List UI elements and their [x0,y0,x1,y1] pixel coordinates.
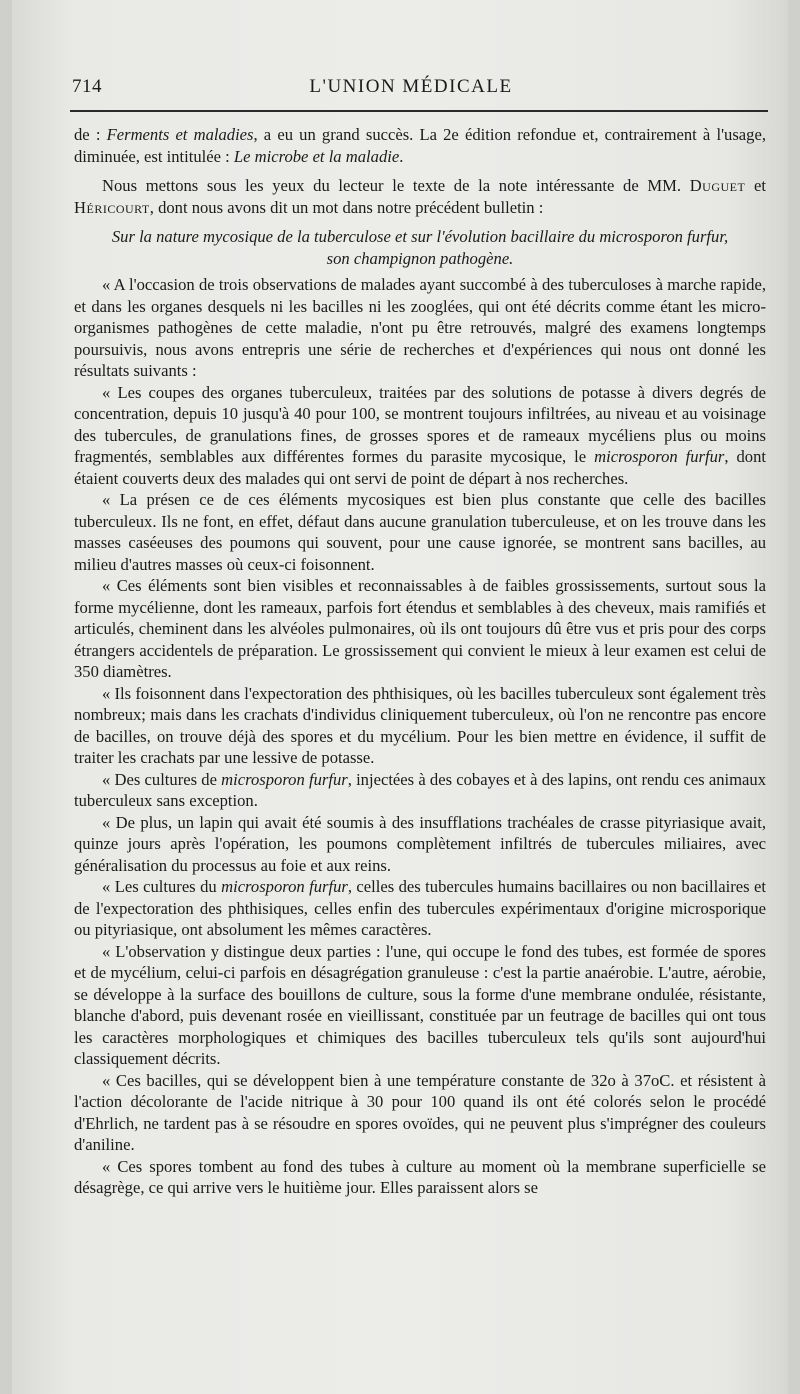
paragraph: « Ces spores tombent au fond des tubes à culture au moment où la membrane superficielle se désagrège, ce qui arrive vers le huitième jour. Elles paraissent alors se [74,1156,766,1197]
running-title: L'UNION MÉDICALE [309,76,513,97]
note-heading [74,226,766,270]
paragraph: « Les coupes des organes tuberculeux, traitées par des solutions de potasse à divers degrés de concentration, depuis 10 jusqu'à 40 pour 100, se montrent toujours infiltrées, au niveau et au voisinage des tubercules, de granulations fines, de grosses spores et de rameaux mycéliens plus ou moins fragmentés, semblables aux différentes formes du parasite mycosique, le microsporon furfur, dont étaient couverts deux des malades qui ont servi de point de départ à nos recherches. [74,382,766,488]
paragraph: « De plus, un lapin qui avait été soumis à des insufflations trachéales de crasse pityriasique avait, quinze jours après l'opération, les poumons complètement infiltrés de tubercules miliaires, avec généralisation du processus au foie et aux reins. [74,812,766,875]
note-heading-line: son champignon pathogène. [326,249,514,268]
paragraph: « Ils foisonnent dans l'expectoration des phthisiques, où les bacilles tuberculeux sont également très nombreux; mais dans les crachats d'individus cliniquement tuberculeux, où l'on ne rencontre pas encore de bacilles, on trouve déjà des spores et du mycélium. Pour les bien mettre en évidence, il suffit de traiter les crachats par une lessive de potasse. [74,683,766,767]
paragraph: « Des cultures de microsporon furfur, injectées à des cobayes et à des lapins, ont rendu ces animaux tuberculeux sans exception. [74,769,766,810]
paragraph: de : Ferments et maladies, a eu un grand succès. La 2e édition refondue et, contrairement à l'usage, diminuée, est intitulée : Le microbe et la maladie. [74,125,766,166]
page-header [72,72,750,106]
paragraph: « Ces bacilles, qui se développent bien à une température constante de 32o à 37oC. et résistent à l'action décolorante de l'acide nitrique à 30 pour 100 quand ils ont été colorés selon le procédé d'Ehrlich, ne tardent pas à se résoudre en spores ovoïdes, qui ne peuvent plus s'imprégner des couleurs d'aniline. [74,1070,766,1154]
paragraph: « Les cultures du microsporon furfur, celles des tubercules humains bacillaires ou non bacillaires et de l'expectoration des phthisiques, celles enfin des tubercules expérimentaux d'origine microsporique ou pityriasique, ont absolument les mêmes caractères. [74,877,766,939]
paragraph: « Ces éléments sont bien visibles et reconnaissables à de faibles grossissements, surtout sous la forme mycélienne, dont les rameaux, parfois fort étendus et semblables à des cheveux, mais ramifiés et articulés, cheminent dans les alvéoles pulmonaires, où ils ont toujours dû être vus et pris pour des corps étrangers accidentels de préparation. Le grossissement qui convient le mieux à leur examen est celui de 350 diamètres. [74,576,766,681]
paragraph: Nous mettons sous les yeux du lecteur le texte de la note intéressante de MM. Duguet et Héricourt, dont nous avons dit un mot dans notre précédent bulletin : [74,176,767,217]
document-page [12,0,788,1394]
page-number: 714 [72,76,102,97]
paragraph: « L'observation y distingue deux parties : l'une, qui occupe le fond des tubes, est formée de spores et de mycélium, celui-ci parfois en désagrégation granuleuse : c'est la partie anaérobie. L'autre, aérobie, se développe à la surface des bouillons de culture, sous la forme d'une membrane ondulée, résistante, blanche d'abord, puis devenant rosée en vieillissant, constituée par un feutrage de bacilles qui ont tous les caractères morphologiques et chimiques des bacilles tuberculeux tels qu'ils sont aujourd'hui classiquement décrits. [74,941,766,1068]
paragraph: « La présen ce de ces éléments mycosiques est bien plus constante que celle des bacilles tuberculeux. Ils ne font, en effet, défaut dans aucune granulation tuberculeuse, et on les trouve dans les masses caséeuses des poumons qui souvent, pour une cause ignorée, se montrent sans bacilles, au milieu d'autres masses où ceux-ci foisonnent. [74,490,766,574]
article-body [74,124,766,1199]
header-rule [70,110,768,112]
paragraph: « A l'occasion de trois observations de malades ayant succombé à des tuberculoses à marche rapide, et dans les organes desquels ni les bacilles ni les zooglées, qui ont été décrits comme étant les micro-organismes pathogènes de cette maladie, n'ont pu être retrouvés, malgré des examens longtemps poursuivis, nous avons entrepris une série de recherches et d'expériences qui nous ont donné les résultats suivants : [74,275,766,380]
note-heading-line: Sur la nature mycosique de la tuberculose et sur l'évolution bacillaire du microsporon furfur, [111,227,729,246]
